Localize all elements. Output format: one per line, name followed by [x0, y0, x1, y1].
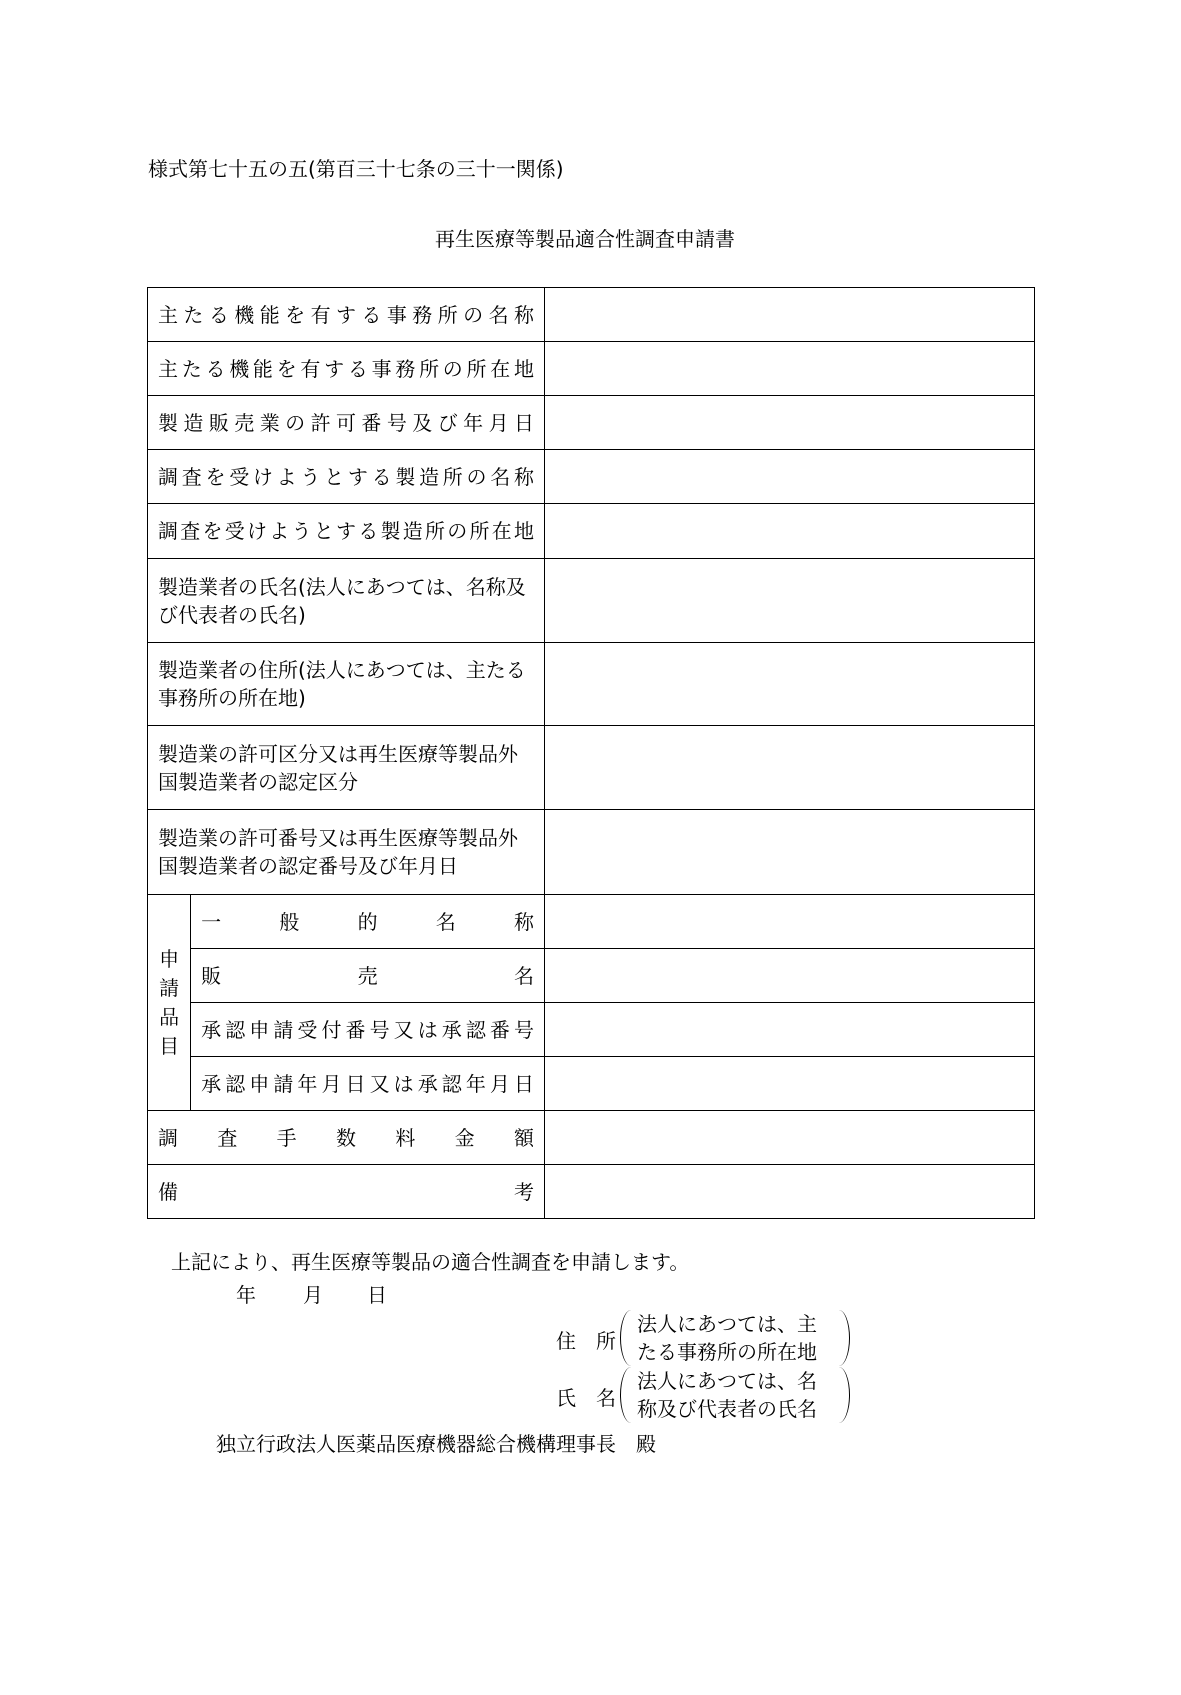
- row-label: 販売名: [191, 949, 545, 1003]
- row-label: 調査を受けようとする製造所の名称: [148, 450, 545, 504]
- table-row: [148, 396, 1035, 450]
- row-label: 主たる機能を有する事務所の名称: [148, 288, 545, 342]
- addressee: 独立行政法人医薬品医療機器総合機構理事長 殿: [216, 1432, 656, 1456]
- table-row: [148, 450, 1035, 504]
- table-row: [148, 1111, 1035, 1165]
- row-value-field[interactable]: [545, 396, 1035, 450]
- row-value-field[interactable]: [545, 504, 1035, 559]
- row-value-field[interactable]: [545, 726, 1035, 810]
- table-row: [148, 559, 1035, 643]
- row-value-field[interactable]: [545, 288, 1035, 342]
- form-title: 再生医療等製品適合性調査申請書: [435, 227, 735, 251]
- row-label: 製造業の許可区分又は再生医療等製品外国製造業者の認定区分: [148, 726, 545, 810]
- product-group-label: 申請品目: [148, 895, 191, 1111]
- row-value-field[interactable]: [545, 1003, 1035, 1057]
- address-label: 住 所: [556, 1329, 616, 1353]
- row-value-field[interactable]: [545, 810, 1035, 895]
- row-label: 承認申請受付番号又は承認番号: [191, 1003, 545, 1057]
- date-month: 月: [303, 1283, 323, 1307]
- application-table: [147, 287, 1035, 1219]
- row-label: 主たる機能を有する事務所の所在地: [148, 342, 545, 396]
- date-year: 年: [236, 1283, 256, 1307]
- table-row: [148, 949, 1035, 1003]
- table-row: [148, 342, 1035, 396]
- name-note-line: 称及び代表者の氏名: [637, 1397, 817, 1421]
- table-row: [148, 643, 1035, 726]
- fee-label: 調査手数料金額: [148, 1111, 545, 1165]
- row-label: 製造業の許可番号又は再生医療等製品外国製造業者の認定番号及び年月日: [148, 810, 545, 895]
- statement: 上記により、再生医療等製品の適合性調査を申請します。: [171, 1250, 690, 1274]
- remarks-field[interactable]: [545, 1165, 1035, 1219]
- date-day: 日: [367, 1283, 387, 1307]
- row-value-field[interactable]: [545, 643, 1035, 726]
- table-row: [148, 895, 1035, 949]
- row-label: 一般的名称: [191, 895, 545, 949]
- row-label: 製造販売業の許可番号及び年月日: [148, 396, 545, 450]
- form-number: 様式第七十五の五(第百三十七条の三十一関係): [148, 157, 564, 181]
- address-note: [620, 1310, 850, 1366]
- table-row: [148, 288, 1035, 342]
- remarks-label: 備考: [148, 1165, 545, 1219]
- address-note-line: たる事務所の所在地: [637, 1340, 817, 1364]
- row-label: 承認申請年月日又は承認年月日: [191, 1057, 545, 1111]
- table-row: [148, 1003, 1035, 1057]
- table-row: [148, 1057, 1035, 1111]
- name-note-line: 法人にあつては、名: [637, 1369, 817, 1393]
- row-value-field[interactable]: [545, 559, 1035, 643]
- table-row: [148, 1165, 1035, 1219]
- name-label: 氏 名: [556, 1386, 616, 1410]
- address-note-line: 法人にあつては、主: [637, 1312, 817, 1336]
- row-value-field[interactable]: [545, 949, 1035, 1003]
- table-row: [148, 810, 1035, 895]
- fee-field[interactable]: [545, 1111, 1035, 1165]
- row-value-field[interactable]: [545, 342, 1035, 396]
- row-value-field[interactable]: [545, 895, 1035, 949]
- row-value-field[interactable]: [545, 450, 1035, 504]
- row-value-field[interactable]: [545, 1057, 1035, 1111]
- name-note: [620, 1367, 850, 1423]
- row-label: 調査を受けようとする製造所の所在地: [148, 504, 545, 559]
- table-row: [148, 726, 1035, 810]
- table-row: [148, 504, 1035, 559]
- row-label: 製造業者の氏名(法人にあつては、名称及び代表者の氏名): [148, 559, 545, 643]
- row-label: 製造業者の住所(法人にあつては、主たる事務所の所在地): [148, 643, 545, 726]
